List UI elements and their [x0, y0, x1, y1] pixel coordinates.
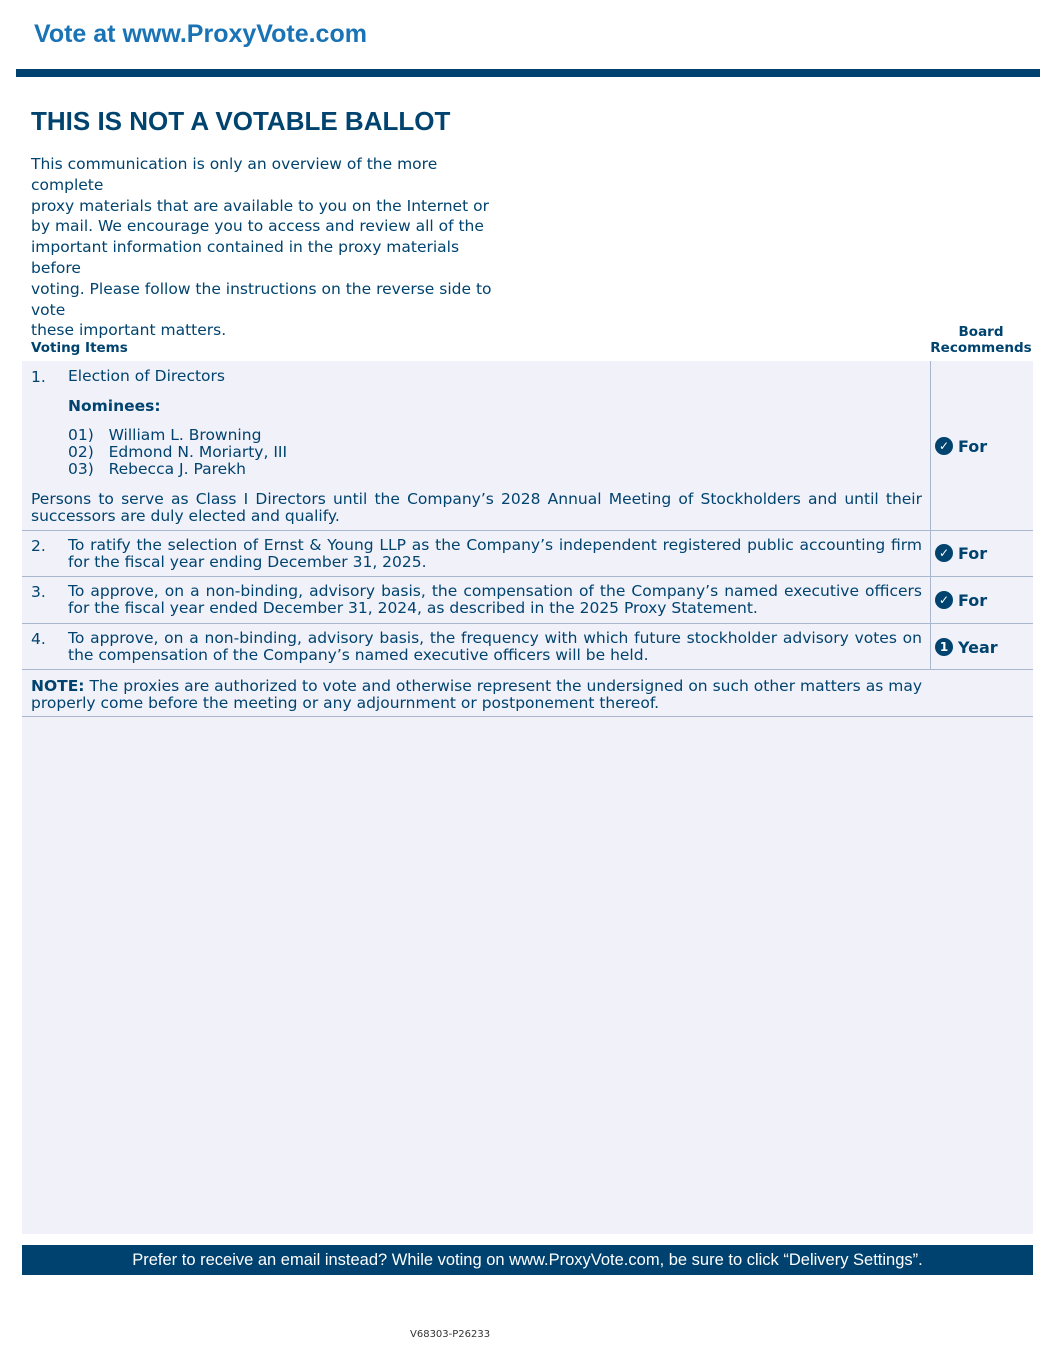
column-header-line: Board: [958, 324, 1004, 340]
recommendation-label: For: [958, 590, 988, 610]
note-row: [22, 670, 1033, 717]
item-number: 2.: [31, 537, 46, 555]
one-icon: 1: [935, 638, 953, 656]
recommendation-label: Year: [958, 637, 998, 657]
header-title[interactable]: Vote at www.ProxyVote.com: [34, 20, 367, 48]
intro-line: voting. Please follow the instructions on the reverse side to vote: [31, 279, 492, 319]
note-text: [31, 678, 922, 712]
nominee-name: William L. Browning: [108, 426, 262, 444]
nominee-name: Rebecca J. Parekh: [108, 460, 246, 478]
note-label: NOTE:: [31, 677, 85, 695]
voting-item-3: [22, 577, 1033, 624]
nominee-row: [68, 427, 368, 444]
recommendation-label: For: [958, 436, 988, 456]
voting-item-4: [22, 624, 1033, 670]
intro-line: proxy materials that are available to you on the Internet or: [31, 196, 489, 215]
intro-line: by mail. We encourage you to access and review all of the: [31, 217, 484, 236]
nominees-label: Nominees:: [68, 397, 161, 415]
intro-line: important information contained in the proxy materials before: [31, 238, 460, 277]
note-body: The proxies are authorized to vote and otherwise represent the undersigned on such other matters as may properly come before the meeting or any adjournment or postponement thereof.: [31, 677, 922, 712]
item-number: 1.: [31, 368, 46, 386]
item-number: 4.: [31, 630, 46, 648]
recommendation-label: For: [958, 543, 988, 563]
email-delivery-banner: [22, 1245, 1033, 1275]
column-divider: [930, 577, 931, 623]
header-bar: [16, 69, 1040, 77]
column-divider: [930, 361, 931, 530]
nominee-number: 01): [68, 426, 94, 444]
check-icon: ✓: [935, 437, 953, 455]
item-title: Election of Directors: [68, 367, 225, 385]
nominee-list: [68, 427, 368, 478]
column-header-line: Recommends: [930, 340, 1032, 356]
intro-text: [31, 154, 509, 341]
intro-line: This communication is only an overview of the more complete: [31, 155, 438, 194]
voting-item-2: [22, 531, 1033, 577]
voting-items-table: [22, 361, 1033, 1234]
nominee-number: 03): [68, 460, 94, 478]
item-note: Persons to serve as Class I Directors until the Company’s 2028 Annual Meeting of Stockholders and until their successors are duly elected and qualify.: [31, 490, 922, 525]
item-text: To ratify the selection of Ernst & Young LLP as the Company’s independent registered public accounting firm for the fiscal year ending December 31, 2025.: [68, 536, 922, 571]
column-divider: [930, 624, 931, 669]
intro-line: these important matters.: [31, 321, 227, 340]
check-icon: ✓: [935, 544, 953, 562]
column-header-voting-items: Voting Items: [31, 340, 128, 356]
voting-item-1: [22, 361, 1033, 531]
item-number: 3.: [31, 583, 46, 601]
nominee-row: [68, 461, 368, 478]
check-icon: ✓: [935, 591, 953, 609]
notice-title: THIS IS NOT A VOTABLE BALLOT: [31, 106, 451, 136]
banner-text: Prefer to receive an email instead? While voting on www.ProxyVote.com, be sure to click “Delivery Settings”.: [132, 1250, 923, 1269]
nominee-row: [68, 444, 368, 461]
nominee-name: Edmond N. Moriarty, III: [108, 443, 288, 461]
column-header-board-recommends: [930, 324, 1032, 356]
column-divider: [930, 531, 931, 576]
item-text: To approve, on a non-binding, advisory basis, the frequency with which future stockholder advisory votes on the compensation of the Company’s named executive officers will be held.: [68, 629, 922, 664]
document-code: V68303-P26233: [410, 1329, 491, 1340]
recommendation: [935, 590, 987, 610]
recommendation: [935, 637, 998, 657]
recommendation: [935, 543, 987, 563]
recommendation: [935, 436, 987, 456]
item-text: To approve, on a non-binding, advisory basis, the compensation of the Company’s named executive officers for the fiscal year ended December 31, 2024, as described in the 2025 Proxy Statement.: [68, 582, 922, 617]
nominee-number: 02): [68, 443, 94, 461]
